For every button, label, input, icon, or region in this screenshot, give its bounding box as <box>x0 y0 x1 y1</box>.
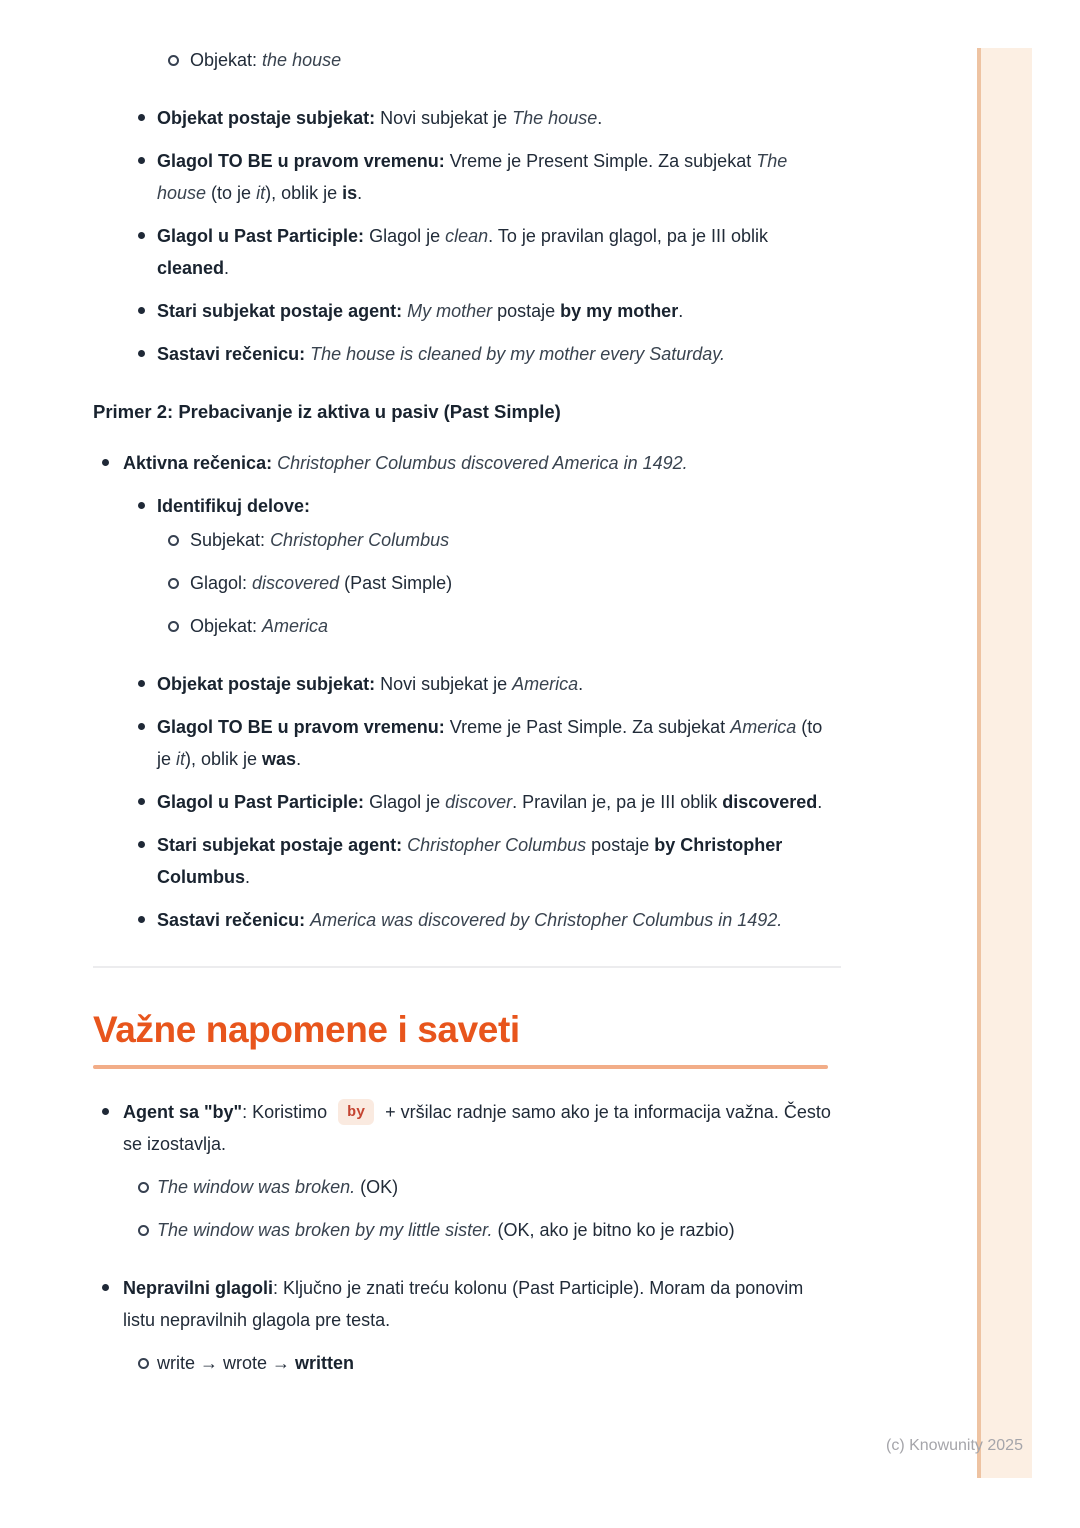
text-run: . <box>578 674 584 694</box>
italic-text: The window was broken. <box>157 1177 356 1197</box>
bullet-disc-icon <box>138 157 145 164</box>
item-text <box>157 674 583 694</box>
bold-text: Sastavi rečenicu: <box>157 910 306 930</box>
item-text <box>157 226 768 278</box>
text-run: + vršilac radnje samo ako je ta informacija važna. Često se izostavlja. <box>123 1102 831 1154</box>
italic-text: Christopher Columbus <box>270 530 450 550</box>
text-run: ), oblik je <box>265 183 343 203</box>
bullet-disc-icon <box>138 307 145 314</box>
text-run: : Koristimo <box>242 1102 333 1122</box>
italic-text: it <box>256 183 266 203</box>
bullet-disc-icon <box>138 502 145 509</box>
bullet-circle-icon <box>168 621 179 632</box>
bullet-disc-icon <box>102 1108 109 1115</box>
bold-text: Glagol u Past Participle: <box>157 792 365 812</box>
text-run: postaje <box>586 835 655 855</box>
item-text <box>123 453 688 473</box>
text-run: Vreme je Past Simple. Za subjekat <box>444 717 731 737</box>
text-run: Glagol je <box>364 226 446 246</box>
list-item <box>93 668 833 700</box>
italic-text: America <box>262 616 329 636</box>
bullet-disc-icon <box>138 232 145 239</box>
bullet-disc-icon <box>138 114 145 121</box>
item-text <box>157 496 310 516</box>
text-run: Novi subjekat je <box>375 108 513 128</box>
text-run: (to je <box>157 717 823 769</box>
text-run: . <box>597 108 603 128</box>
item-text <box>190 573 452 593</box>
list-item <box>93 145 833 209</box>
text-run: Objekat: <box>190 616 263 636</box>
bullet-disc-icon <box>138 798 145 805</box>
text-run: write → wrote → <box>157 1353 296 1373</box>
item-text <box>190 50 341 70</box>
bullet-circle-icon <box>168 535 179 546</box>
text-run: Objekat: <box>190 50 263 70</box>
list-item <box>93 829 833 893</box>
text-run: . <box>357 183 363 203</box>
bullet-circle-icon <box>168 578 179 589</box>
list-item <box>93 1171 833 1203</box>
bold-text: Aktivna rečenica: <box>123 453 273 473</box>
bold-text: Glagol TO BE u pravom vremenu: <box>157 717 445 737</box>
list-item <box>93 786 833 818</box>
item-text <box>157 108 602 128</box>
bullet-disc-icon <box>138 723 145 730</box>
list-item <box>93 610 833 642</box>
italic-text: Christopher Columbus <box>407 835 587 855</box>
bullet-circle-icon <box>138 1225 149 1236</box>
bold-text: written <box>295 1353 355 1373</box>
text-run: ), oblik je <box>185 749 263 769</box>
text-run: (to je <box>206 183 257 203</box>
list-item <box>93 1347 833 1379</box>
list-item <box>93 102 833 134</box>
text-run: . <box>224 258 230 278</box>
list-item <box>93 904 833 936</box>
item-text <box>123 1102 831 1154</box>
bold-text: cleaned <box>157 258 225 278</box>
italic-text: discover <box>445 792 513 812</box>
list-item <box>93 447 833 479</box>
list-item <box>93 338 833 370</box>
text-run: Glagol: <box>190 573 253 593</box>
item-text <box>157 301 683 321</box>
section-heading-primer2: Primer 2: Prebacivanje iz aktiva u pasiv (Past Simple) <box>93 401 561 422</box>
list-item <box>93 1214 833 1246</box>
bullet-circle-icon <box>138 1358 149 1369</box>
title-underline <box>93 1065 828 1069</box>
text-run: . <box>817 792 823 812</box>
bold-text: Stari subjekat postaje agent: <box>157 835 403 855</box>
item-text <box>190 530 449 550</box>
bold-text: Sastavi rečenicu: <box>157 344 306 364</box>
text-run: (OK) <box>355 1177 399 1197</box>
notes-section-title: Važne napomene i saveti <box>93 1009 520 1050</box>
italic-text: the house <box>262 50 342 70</box>
item-text <box>157 792 822 812</box>
text-run: . To je pravilan glagol, pa je III oblik <box>488 226 768 246</box>
section-divider <box>93 966 841 968</box>
item-text <box>157 1177 398 1197</box>
list-item <box>93 490 833 522</box>
bullet-disc-icon <box>138 680 145 687</box>
italic-text: America was discovered by Christopher Columbus in 1492. <box>310 910 783 930</box>
list-item <box>93 1096 833 1160</box>
item-text <box>157 151 787 203</box>
italic-text: America <box>512 674 579 694</box>
bold-text: was <box>262 749 297 769</box>
bold-text: Stari subjekat postaje agent: <box>157 301 403 321</box>
text-run: Novi subjekat je <box>375 674 513 694</box>
text-run: postaje <box>492 301 561 321</box>
bullet-disc-icon <box>138 916 145 923</box>
copyright-watermark: (c) Knowunity 2025 <box>886 1437 1023 1454</box>
italic-text: The house <box>157 151 788 203</box>
bold-text: Agent sa "by" <box>123 1102 243 1122</box>
list-item <box>93 567 833 599</box>
italic-text: Christopher Columbus discovered America in 1492. <box>277 453 688 473</box>
list-item <box>93 44 833 76</box>
list-item <box>93 220 833 284</box>
italic-text: The window was broken by my little sister. <box>157 1220 493 1240</box>
item-text <box>157 717 822 769</box>
italic-text: it <box>176 749 186 769</box>
inline-code-chip: by <box>338 1099 374 1125</box>
bold-text: is <box>342 183 358 203</box>
italic-text: clean <box>445 226 489 246</box>
italic-text: discovered <box>252 573 340 593</box>
item-text <box>123 1278 803 1330</box>
text-run: . <box>296 749 302 769</box>
list-item <box>93 711 833 775</box>
note-content <box>93 44 833 1390</box>
item-text <box>157 344 725 364</box>
text-run: . <box>678 301 684 321</box>
text-run: (Past Simple) <box>339 573 453 593</box>
bullet-disc-icon <box>102 459 109 466</box>
bold-text: discovered <box>722 792 818 812</box>
bullet-disc-icon <box>102 1284 109 1291</box>
italic-text: The house <box>512 108 598 128</box>
text-run: Vreme je Present Simple. Za subjekat <box>444 151 757 171</box>
bullet-disc-icon <box>138 841 145 848</box>
list-item <box>93 295 833 327</box>
italic-text: My mother <box>407 301 493 321</box>
bold-text: Glagol u Past Participle: <box>157 226 365 246</box>
bold-text: Identifikuj delove: <box>157 496 311 516</box>
text-run: Subjekat: <box>190 530 271 550</box>
bold-text: Objekat postaje subjekat: <box>157 674 376 694</box>
text-run: Glagol je <box>364 792 446 812</box>
italic-text: America <box>730 717 797 737</box>
text-run: . Pravilan je, pa je III oblik <box>512 792 723 812</box>
bold-text: by Christopher Columbus <box>157 835 783 887</box>
bullet-circle-icon <box>138 1182 149 1193</box>
item-text <box>157 1220 735 1240</box>
side-accent-bar <box>977 48 1032 1478</box>
text-run: : Ključno je znati treću kolonu (Past Participle). Moram da ponovim listu nepravilnih glagola pre testa. <box>123 1278 804 1330</box>
list-item <box>93 524 833 556</box>
bullet-disc-icon <box>138 350 145 357</box>
list-item <box>93 1272 833 1336</box>
bold-text: Objekat postaje subjekat: <box>157 108 376 128</box>
bold-text: Glagol TO BE u pravom vremenu: <box>157 151 445 171</box>
bold-text: by my mother <box>560 301 679 321</box>
text-run: (OK, ako je bitno ko je razbio) <box>492 1220 735 1240</box>
item-text <box>157 1353 354 1373</box>
italic-text: The house is cleaned by my mother every Saturday. <box>310 344 725 364</box>
item-text <box>157 910 782 930</box>
text-run: . <box>245 867 251 887</box>
bold-text: Nepravilni glagoli <box>123 1278 274 1298</box>
bullet-circle-icon <box>168 55 179 66</box>
item-text <box>157 835 782 887</box>
item-text <box>190 616 328 636</box>
